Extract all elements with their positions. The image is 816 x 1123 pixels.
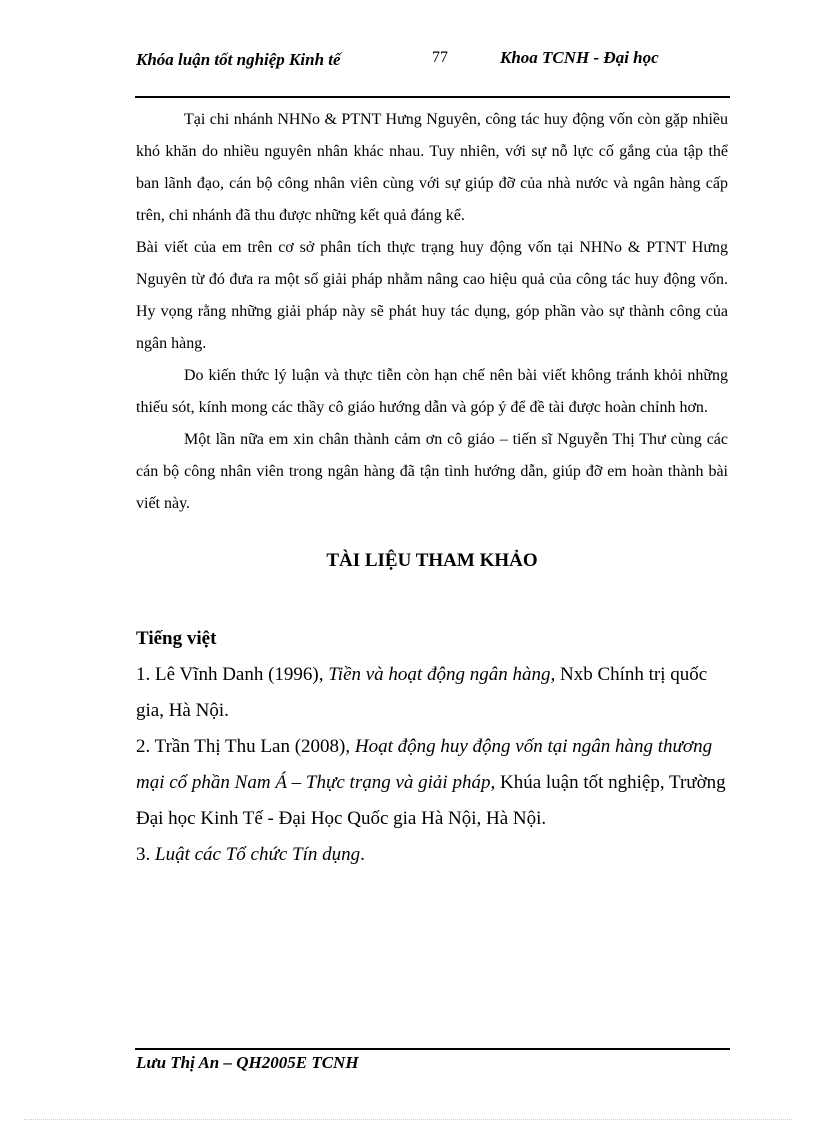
reference-publisher: Khúa luận tốt nghiệp, Trường Đại học Kinh Tế - Đại Học Quốc gia Hà Nội, Hà Nội. [136,772,726,829]
references-list [136,621,728,873]
footer-divider [135,1048,730,1050]
reference-item [136,837,728,873]
footer-author: Lưu Thị An – QH2005E TCNH [136,1053,359,1072]
conclusion-paragraph-1: Tại chi nhánh NHNo & PTNT Hưng Nguyên, công tác huy động vốn còn gặp nhiều khó khăn do nhiều nguyên nhân khác nhau. Tuy nhiên, với sự nỗ lực cố gắng của tập thể ban lãnh đạo, cán bộ công nhân viên cùng với sự giúp đỡ của nhà nước và ngân hàng cấp trên, chi nhánh đã thu được những kết quả đáng kể. [136,111,728,224]
page-bottom-border [24,1119,792,1120]
header-right-title: Khoa TCNH - Đại học [500,48,659,67]
references-section-heading: Tiếng việt [136,628,217,649]
reference-work-title: Hoạt động huy động vốn tại ngân hàng thương mại cổ phần Nam Á – Thực trạng và giải pháp, [136,736,713,793]
conclusion-paragraph-4: Một lần nữa em xin chân thành cảm ơn cô giáo – tiến sĩ Nguyễn Thị Thư cùng các cán bộ công nhân viên trong ngân hàng đã tận tình hướng dẫn, giúp đỡ em hoàn thành bài viết này. [136,431,728,512]
document-body [136,104,728,873]
reference-number: 3. [136,844,155,865]
header-left-title: Khóa luận tốt nghiệp Kinh tế [136,50,341,69]
reference-work-title: Tiền và hoạt động ngân hàng, [328,664,556,685]
reference-item [136,729,728,837]
reference-publisher: Nxb Chính trị quốc gia, Hà Nội. [136,664,708,721]
conclusion-paragraph-3: Do kiến thức lý luận và thực tiễn còn hạn chế nên bài viết không tránh khỏi những thiếu sót, kính mong các thầy cô giáo hướng dẫn và góp ý để đề tài được hoàn chỉnh hơn. [136,367,728,416]
reference-author: 2. Trần Thị Thu Lan (2008), [136,736,355,757]
references-title: TÀI LIỆU THAM KHẢO [326,550,538,571]
reference-suffix: . [360,844,365,865]
reference-work-title: Luật các Tổ chức Tín dụng [155,844,361,865]
reference-author: 1. Lê Vĩnh Danh (1996), [136,664,329,685]
reference-item [136,657,728,729]
header-divider [135,96,730,98]
conclusion-paragraph-2: Bài viết của em trên cơ sở phân tích thực trạng huy động vốn tại NHNo & PTNT Hưng Nguyên từ đó đưa ra một số giải pháp nhằm nâng cao hiệu quả của công tác huy động vốn. Hy vọng rằng những giải pháp này sẽ phát huy tác dụng, góp phần vào sự thành công của ngân hàng. [136,239,728,352]
page-number: 77 [432,49,448,66]
